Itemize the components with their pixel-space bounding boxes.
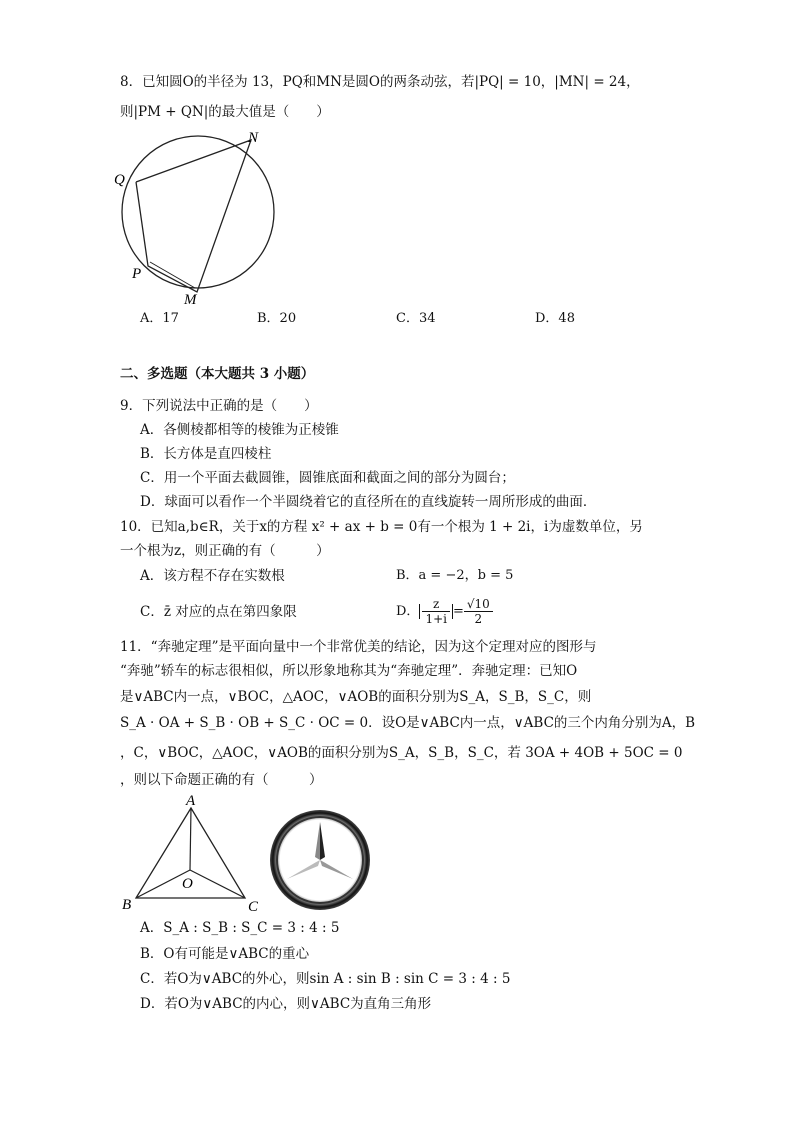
mercedes-logo-icon [268,808,372,912]
q10-d-eq: = [452,604,464,619]
section-title: 二、多选题（本大题共 3 小题） [120,366,315,382]
q8-option-d[interactable]: D．48 [535,311,575,326]
q11-option-d[interactable]: D．若O为∨ABC的内心，则∨ABC为直角三角形 [140,996,432,1012]
q10-d-prefix: D． [396,604,420,619]
q10-d-rhs: $\frac{√10}{2}$ [464,597,493,626]
label-n: N [248,130,259,146]
q8-stem-line2: 则|PM + QN|的最大值是（ ） [120,104,330,120]
chords-quadrilateral [136,140,251,292]
q10-option-d[interactable] [396,592,493,632]
q10-stem-line2: 一个根为z，则正确的有（ ） [120,543,330,559]
q8-option-b[interactable]: B．20 [257,311,297,326]
q11-stem-line4: S_A · OA + S_B · OB + S_C · OC = 0．设O是∨ABC内一点，∨ABC的三个内角分别为A，B [120,715,696,731]
q9-option-a[interactable]: A．各侧棱都相等的棱锥为正棱锥 [140,422,339,438]
q11-option-a[interactable]: A．S_A : S_B : S_C = 3 : 4 : 5 [140,920,340,936]
q9-option-b[interactable]: B．长方体是直四棱柱 [140,446,272,462]
q10-option-b[interactable]: B．a = −2，b = 5 [396,568,514,583]
q11-stem-line1: 11．“奔驰定理”是平面向量中一个非常优美的结论，因为这个定理对应的图形与 [120,639,597,655]
q11-stem-line2: “奔驰”轿车的标志很相似，所以形象地称其为“奔驰定理”．奔驰定理：已知O [120,663,578,679]
q9-option-c[interactable]: C．用一个平面去截圆锥，圆锥底面和截面之间的部分为圆台； [140,470,515,486]
label-p: P [132,266,142,282]
q8-circle-figure [110,122,290,312]
q9-option-d[interactable]: D．球面可以看作一个半圆绕着它的直径所在的直线旋转一周所形成的曲面． [140,494,597,510]
label-c: C [248,899,258,914]
label-m: M [184,292,197,308]
q11-triangle-figure [118,792,258,914]
label-o: O [182,876,193,892]
segment-oa [190,808,191,870]
q11-stem-line6: ，则以下命题正确的有（ ） [120,772,323,788]
q10-option-a[interactable]: A．该方程不存在实数根 [140,568,285,584]
q10-stem-line1: 10．已知a,b∈R，关于x的方程 x² + ax + b = 0有一个根为 1 + 2i，i为虚数单位，另 [120,519,643,535]
q8-option-a[interactable]: A．17 [140,311,179,326]
q11-stem-line3: 是∨ABC内一点，∨BOC，△AOC，∨AOB的面积分别为S_A，S_B，S_C，则 [120,689,592,705]
label-a: A [186,793,196,809]
q10-d-frac: $\frac{z}{1+i}$ [422,597,450,626]
q11-stem-line5: ，C，∨BOC，△AOC，∨AOB的面积分别为S_A，S_B，S_C，若 3OA + 4OB + 5OC = 0 [120,745,683,761]
q8-stem-line1: 8．已知圆O的半径为 13，PQ和MN是圆O的两条动弦，若|PQ| = 10，|MN| = 24， [120,74,640,90]
q11-option-c[interactable]: C．若O为∨ABC的外心，则sin A : sin B : sin C = 3 : 4 : 5 [140,971,511,987]
label-b: B [122,897,132,913]
label-q: Q [114,172,125,188]
q11-option-b[interactable]: B．O有可能是∨ABC的重心 [140,946,310,962]
q9-stem: 9．下列说法中正确的是（ ） [120,398,318,414]
q8-option-c[interactable]: C．34 [396,311,436,326]
q10-option-c[interactable]: C．z̄ 对应的点在第四象限 [140,604,297,620]
